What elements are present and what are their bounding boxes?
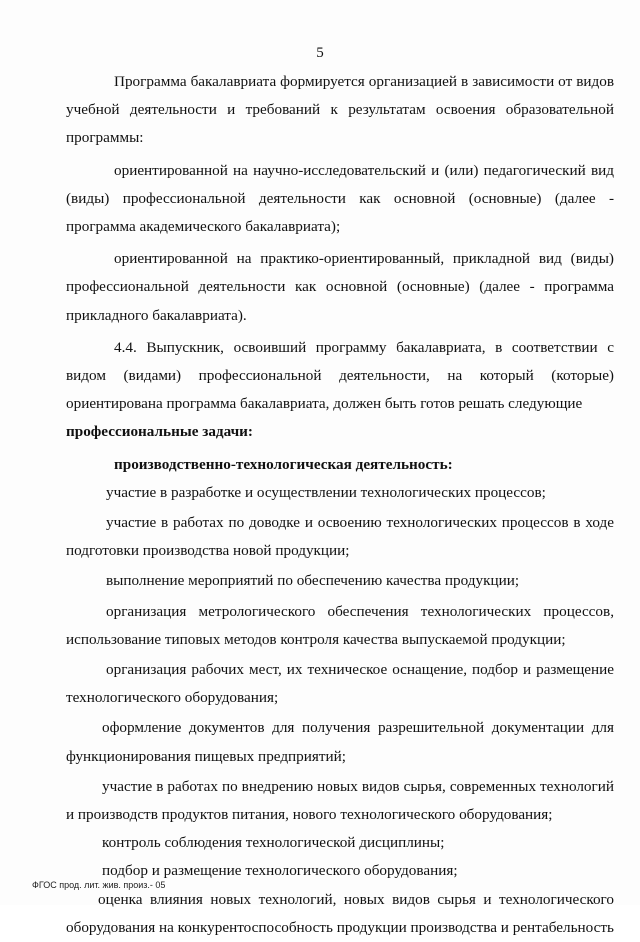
task-item: участие в разработке и осуществлении технологических процессов;	[106, 483, 546, 501]
task-item: оценка влияния новых технологий, новых видов сырья и технологического оборудования на конкурентоспособность продукции производства и рентабельность	[66, 890, 614, 936]
academic-bachelor-paragraph: ориентированной на научно-исследовательский и (или) педагогический вид (виды) профессиональной деятельности как основной (основные) (далее - программа академического бакалавриата);	[66, 161, 614, 236]
page-number: 5	[316, 45, 324, 61]
task-item: выполнение мероприятий по обеспечению качества продукции;	[106, 572, 520, 590]
task-item: контроль соблюдения технологической дисциплины;	[102, 834, 445, 852]
graduate-tasks-paragraph: 4.4. Выпускник, освоивший программу бакалавриата, в соответствии с видом (видами) профессиональной деятельности, на который (которые) ориентирована программа бакалавриата, должен быть готов решать следующие	[66, 338, 614, 413]
task-item: участие в работах по внедрению новых видов сырья, современных технологий и производств продуктов питания, нового технологического оборудования;	[66, 777, 614, 824]
task-item: участие в работах по доводке и освоению технологических процессов в ходе подготовки производства новой продукции;	[66, 514, 614, 560]
professional-tasks-heading: профессиональные задачи:	[66, 423, 253, 441]
task-item: подбор и размещение технологического оборудования;	[102, 862, 458, 880]
task-item: организация рабочих мест, их техническое оснащение, подбор и размещение технологического оборудования;	[66, 661, 614, 707]
document-body	[66, 68, 614, 942]
task-item: организация метрологического обеспечения технологических процессов, использование типовых методов контроля качества выпускаемой продукции;	[66, 602, 614, 648]
applied-bachelor-paragraph: ориентированной на практико-ориентированный, прикладной вид (виды) профессиональной деятельности как основной (основные) (далее - программа прикладного бакалавриата).	[66, 250, 614, 324]
footer-code: ФГОС прод. лит. жив. произ.- 05	[32, 880, 166, 890]
task-item: оформление документов для получения разрешительной документации для функционирования пищевых предприятий;	[66, 719, 614, 765]
intro-paragraph: Программа бакалавриата формируется организацией в зависимости от видов учебной деятельности и требований к результатам освоения образовательной программы:	[66, 73, 614, 147]
activity-type-heading: производственно-технологическая деятельность:	[114, 455, 453, 473]
